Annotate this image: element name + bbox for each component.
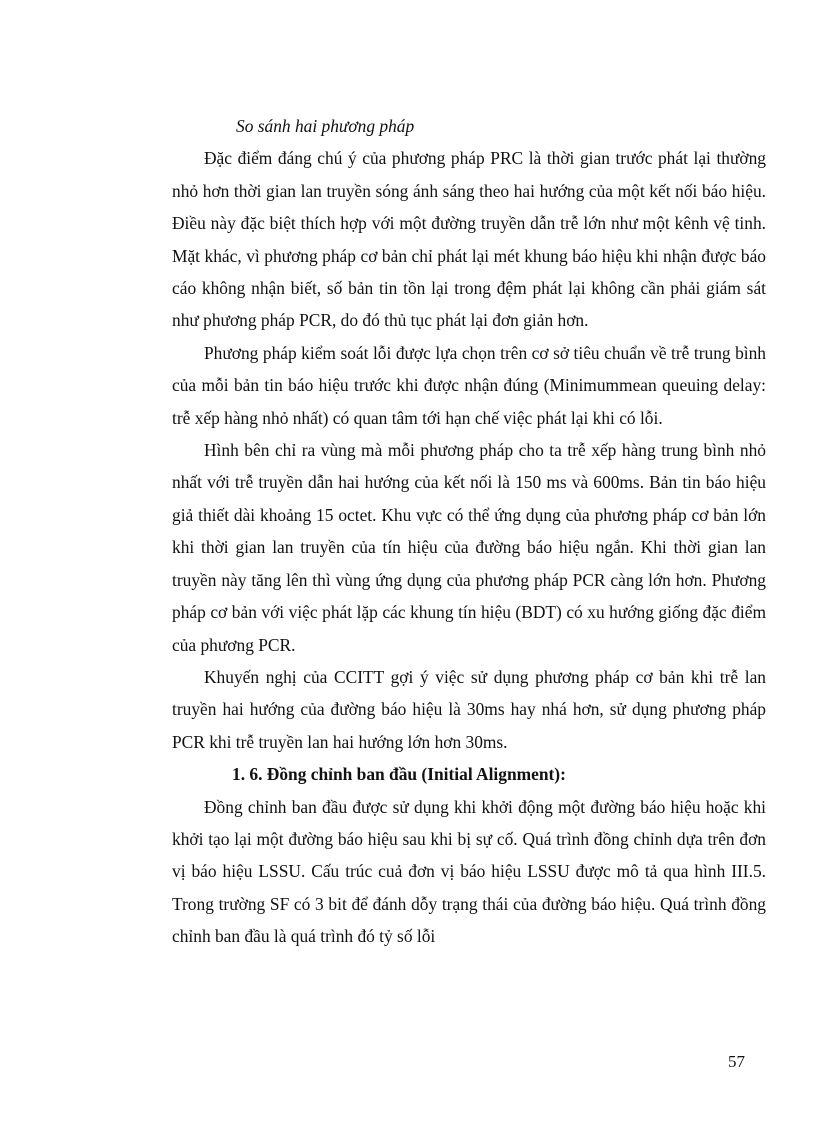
subheading: So sánh hai phương pháp: [236, 116, 415, 136]
paragraph-3: Hình bên chỉ ra vùng mà mỗi phương pháp cho ta trễ xếp hàng trung bình nhỏ nhất với trễ truyền dẫn hai hướng của kết nối là 150 ms và 600ms. Bản tin báo hiệu giả thiết dài khoảng 15 octet. Khu vực có thể ứng dụng của phương pháp cơ bản lớn khi thời gian lan truyền của tín hiệu của đường báo hiệu ngắn. Khi thời gian lan truyền này tăng lên thì vùng ứng dụng của phương pháp PCR càng lớn hơn. Phương pháp cơ bản với việc phát lặp các khung tín hiệu (BDT) có xu hướng giống đặc điểm của phương PCR.: [172, 440, 766, 655]
page-number: 57: [728, 1052, 745, 1071]
paragraph-4: Khuyến nghị của CCITT gợi ý việc sử dụng phương pháp cơ bản khi trễ lan truyền hai hướng của đường báo hiệu là 30ms hay nhá hơn, sử dụng phương pháp PCR khi trễ truyền lan hai hướng lớn hơn 30ms.: [172, 666, 766, 752]
paragraph-1: Đặc điểm đáng chú ý của phương pháp PRC là thời gian trước phát lại thường nhỏ hơn thời gian lan truyền sóng ánh sáng theo hai hướng của một kết nối báo hiệu. Điều này đặc biệt thích hợp với một đường truyền dẫn trễ lớn như một kênh vệ tinh. Mặt khác, vì phương pháp cơ bản chỉ phát lại mét khung báo hiệu khi nhận được báo cáo không nhận biết, số bản tin tồn lại trong đệm phát lại không cần phải giám sát như phương pháp PCR, do đó thủ tục phát lại đơn giản hơn.: [172, 148, 766, 331]
paragraph-2: Phương pháp kiểm soát lỗi được lựa chọn trên cơ sở tiêu chuẩn về trễ trung bình của mỗi bản tin báo hiệu trước khi được nhận đúng (Minimummean queuing delay: trễ xếp hàng nhỏ nhất) có quan tâm tới hạn chế việc phát lại khi có lỗi.: [172, 342, 766, 428]
body-text: [172, 110, 766, 953]
section-paragraph: Đồng chỉnh ban đầu được sử dụng khi khởi động một đường báo hiệu hoặc khi khởi tạo lại một đường báo hiệu sau khi bị sự cố. Quá trình đồng chỉnh dựa trên đơn vị báo hiệu LSSU. Cấu trúc cuả đơn vị báo hiệu LSSU được mô tả qua hình III.5. Trong trường SF có 3 bit để đánh dỗy trạng thái của đường báo hiệu. Quá trình đồng chỉnh ban đầu là quá trình đó tỷ số lỗi: [172, 796, 766, 947]
section-heading: 1. 6. Đồng chỉnh ban đầu (Initial Alignment):: [232, 764, 566, 785]
